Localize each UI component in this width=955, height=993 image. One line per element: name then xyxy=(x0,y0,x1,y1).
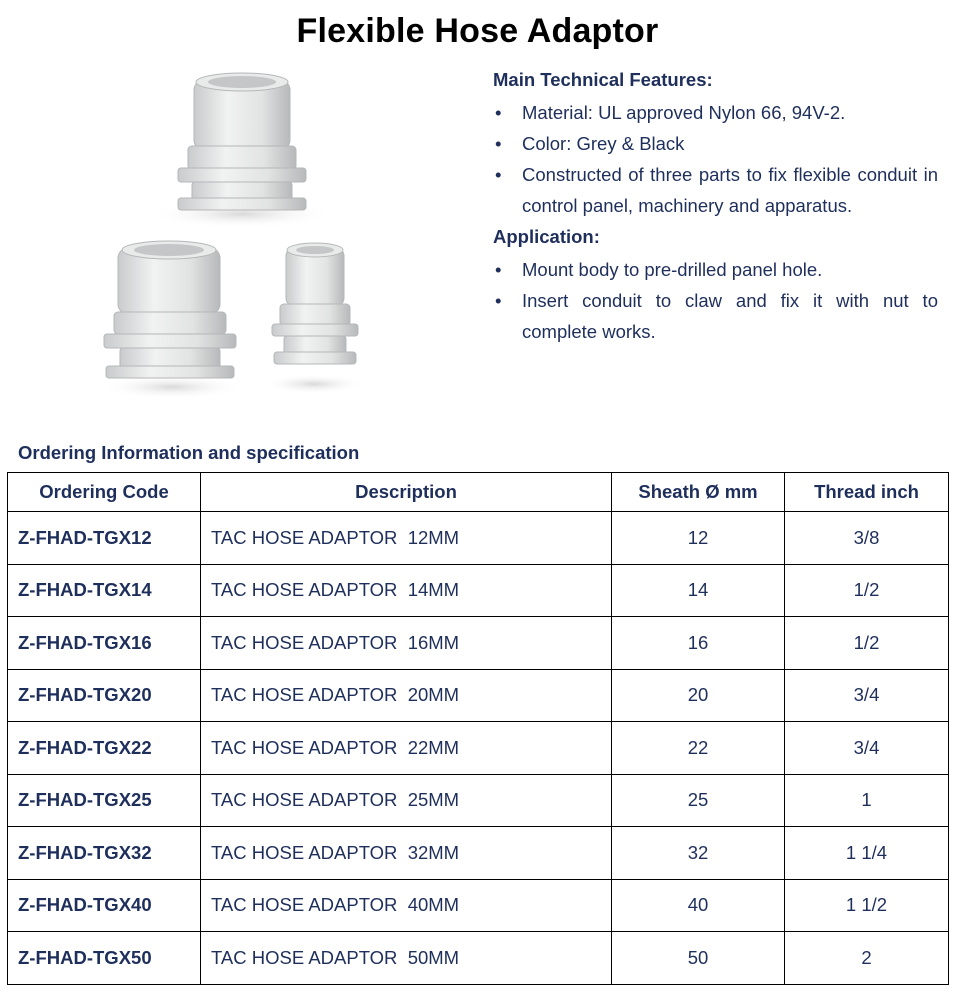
cell-description: TAC HOSE ADAPTOR 40MM xyxy=(201,879,612,932)
cell-description: TAC HOSE ADAPTOR 14MM xyxy=(201,564,612,617)
table-header-row xyxy=(8,473,949,512)
application-list xyxy=(493,254,938,347)
table-row xyxy=(8,879,949,932)
cell-thread: 1 1/2 xyxy=(785,879,949,932)
list-item: • Material: UL approved Nylon 66, 94V-2. xyxy=(493,97,938,128)
cell-description: TAC HOSE ADAPTOR 20MM xyxy=(201,669,612,722)
application-heading: Application: xyxy=(493,226,600,247)
cell-sheath: 20 xyxy=(612,669,785,722)
cell-sheath: 25 xyxy=(612,774,785,827)
table-row xyxy=(8,669,949,722)
cell-thread: 3/4 xyxy=(785,669,949,722)
cell-ordering-code: Z-FHAD-TGX16 xyxy=(8,617,201,670)
cell-thread: 3/8 xyxy=(785,512,949,565)
column-header-thread: Thread inch xyxy=(785,473,949,512)
list-item: • Mount body to pre-drilled panel hole. xyxy=(493,254,938,285)
column-header-sheath: Sheath Ø mm xyxy=(612,473,785,512)
cell-description: TAC HOSE ADAPTOR 32MM xyxy=(201,827,612,880)
list-item: • Color: Grey & Black xyxy=(493,128,938,159)
cell-ordering-code: Z-FHAD-TGX22 xyxy=(8,722,201,775)
cell-ordering-code: Z-FHAD-TGX50 xyxy=(8,932,201,985)
features-section xyxy=(493,64,938,347)
cell-thread: 1/2 xyxy=(785,564,949,617)
features-list xyxy=(493,97,938,221)
cell-description: TAC HOSE ADAPTOR 50MM xyxy=(201,932,612,985)
table-row xyxy=(8,932,949,985)
adaptor-large-icon xyxy=(150,73,334,228)
cell-sheath: 32 xyxy=(612,827,785,880)
cell-sheath: 50 xyxy=(612,932,785,985)
cell-thread: 1 xyxy=(785,774,949,827)
column-header-description: Description xyxy=(201,473,612,512)
features-heading: Main Technical Features: xyxy=(493,69,713,90)
cell-thread: 3/4 xyxy=(785,722,949,775)
cell-ordering-code: Z-FHAD-TGX32 xyxy=(8,827,201,880)
cell-thread: 1 1/4 xyxy=(785,827,949,880)
cell-description: TAC HOSE ADAPTOR 12MM xyxy=(201,512,612,565)
cell-ordering-code: Z-FHAD-TGX20 xyxy=(8,669,201,722)
cell-ordering-code: Z-FHAD-TGX25 xyxy=(8,774,201,827)
cell-sheath: 14 xyxy=(612,564,785,617)
cell-thread: 1/2 xyxy=(785,617,949,670)
cell-sheath: 40 xyxy=(612,879,785,932)
table-row xyxy=(8,722,949,775)
product-photo xyxy=(92,62,452,407)
column-header-code: Ordering Code xyxy=(8,473,201,512)
list-item: • Constructed of three parts to fix flexible conduit in control panel, machinery and apparatus. xyxy=(493,159,938,221)
adaptor-medium-icon xyxy=(100,241,244,399)
list-item: • Insert conduit to claw and fix it with nut to complete works. xyxy=(493,285,938,347)
page-title: Flexible Hose Adaptor xyxy=(296,12,659,50)
cell-description: TAC HOSE ADAPTOR 22MM xyxy=(201,722,612,775)
spec-table xyxy=(7,472,949,985)
table-row xyxy=(8,617,949,670)
cell-sheath: 22 xyxy=(612,722,785,775)
table-row xyxy=(8,774,949,827)
table-row xyxy=(8,827,949,880)
cell-description: TAC HOSE ADAPTOR 25MM xyxy=(201,774,612,827)
cell-ordering-code: Z-FHAD-TGX12 xyxy=(8,512,201,565)
cell-ordering-code: Z-FHAD-TGX40 xyxy=(8,879,201,932)
cell-ordering-code: Z-FHAD-TGX14 xyxy=(8,564,201,617)
cell-thread: 2 xyxy=(785,932,949,985)
cell-description: TAC HOSE ADAPTOR 16MM xyxy=(201,617,612,670)
cell-sheath: 16 xyxy=(612,617,785,670)
ordering-heading: Ordering Information and specification xyxy=(18,442,360,463)
table-row xyxy=(8,564,949,617)
adaptor-small-icon xyxy=(262,243,366,394)
table-row xyxy=(8,512,949,565)
cell-sheath: 12 xyxy=(612,512,785,565)
